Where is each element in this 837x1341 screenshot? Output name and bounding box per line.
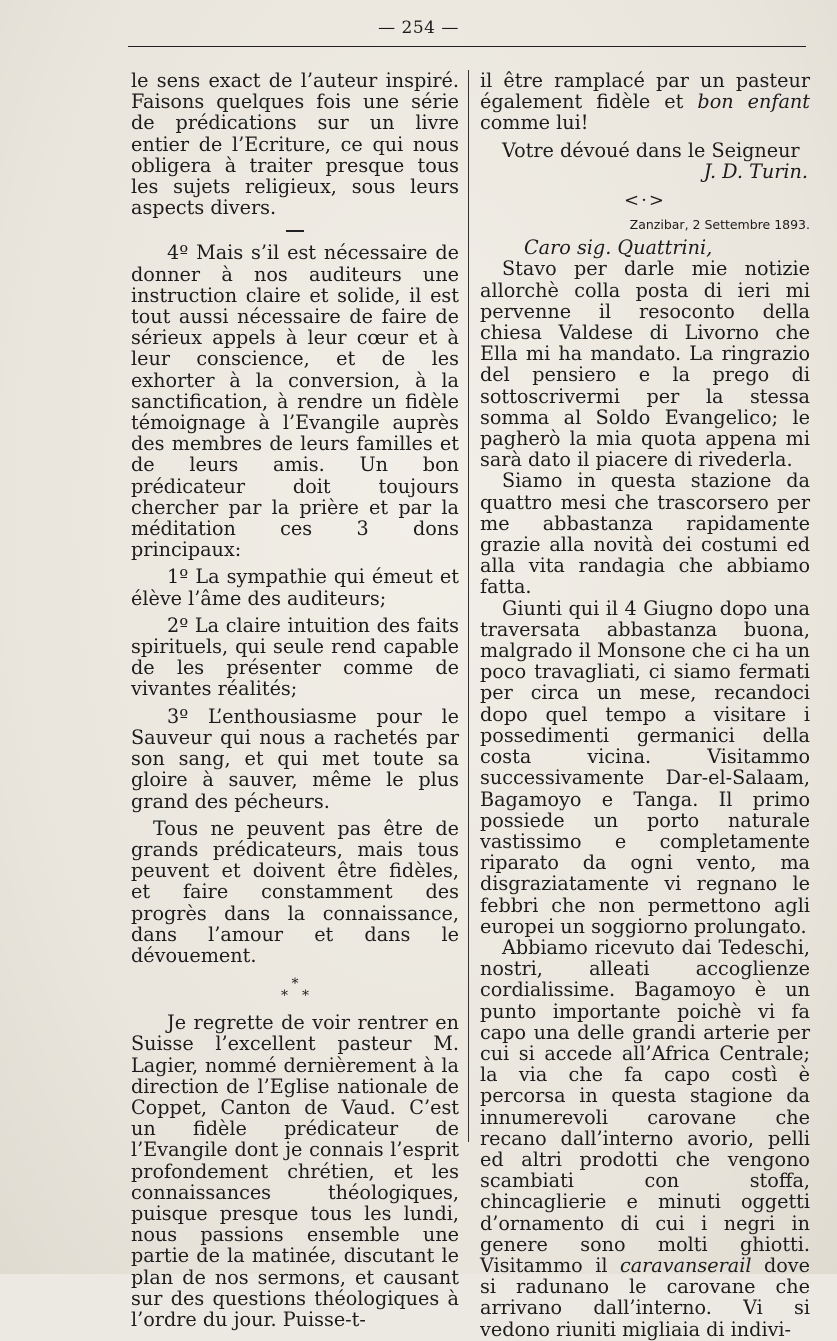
emphasis-bon-enfant: bon enfant bbox=[697, 90, 810, 114]
letter-signoff: Votre dévoué dans le Seigneur bbox=[502, 138, 800, 162]
paragraph-point-4: 4º Mais s’il est nécessaire de donner à nos auditeurs une instruction claire et solide, il est tout aussi nécessaire de faire de sérieux appels à leur cœur et à leur conscience, et de les exhorter à la conversion, à la sanctification, à rendre un fidèle témoignage à l’Evangile auprès des membres de leurs familles et de leurs amis. Un bon prédicateur doit toujours chercher par la prière et par la méditation ces 3 dons principaux: bbox=[131, 241, 459, 562]
paragraph-conclusion: Tous ne peuvent pas être de grands prédicateurs, mais tous peuvent et doivent être fidèles, et faire constamment des progrès dans la connaissance, dans l’amour et dans le dévouement. bbox=[131, 816, 459, 967]
text-segment: Abbiamo ricevuto dai Tedeschi, nostri, alleati accoglienze cordialissime. Bagamoyo è un punto importante poichè vi fa capo una delle grandi arterie per cui si accede all’Africa Centrale; la via che fa capo costì è percorsa in questa stagione da innumerevoli carovane che recano dall’interno avorio, pelli ed altri prodotti che vengono scambiati con stoffa, chincaglierie e minuti oggetti d’ornamento di cui i negri in genere sono molti ghiotti. Visitammo il bbox=[480, 935, 810, 1277]
paragraph-continuation: le sens exact de l’auteur inspiré. Faisons quelques fois une série de prédications sur un livre entier de l’Ecriture, ce qui nous obligera à traiter presque tous les sujets religieux, sous leurs aspects divers. bbox=[131, 69, 459, 220]
paragraph-stavo: Stavo per darle mie notizie allorchè colla posta di ieri mi pervenne il resoconto della chiesa Valdese di Livorno che Ella mi ha mandato. La ringrazio del pensiero e la prego di sottoscrivermi per la stessa somma al Soldo Evangelico; le pagherò la mia quota appena mi sarà dato il piacere di rivederla. bbox=[480, 257, 810, 472]
page-number: — 254 — bbox=[378, 18, 459, 38]
column-divider bbox=[468, 70, 469, 1142]
left-column bbox=[131, 70, 459, 1330]
asterism bbox=[131, 976, 459, 1005]
header-rule bbox=[128, 46, 806, 47]
letter-dateline: Zanzibar, 2 Settembre 1893. bbox=[629, 217, 810, 233]
letter-signature: J. D. Turin. bbox=[703, 159, 808, 183]
text-segment: comme lui! bbox=[480, 111, 589, 135]
ornament-divider: <·> bbox=[624, 190, 666, 212]
asterism-bottom: ** bbox=[281, 988, 323, 1005]
letter-salutation: Caro sig. Quattrini, bbox=[524, 236, 713, 260]
list-item-3: 3º L’enthousiasme pour le Sauveur qui nous a rachetés par son sang, et qui met toute sa gloire à sauver, même le plus grand des pécheurs. bbox=[131, 704, 459, 813]
right-column bbox=[480, 70, 810, 1340]
paragraph-lagier: Je regrette de voir rentrer en Suisse l’excellent pasteur M. Lagier, nommé dernièrement à la direction de l’Eglise nationale de Coppet, Canton de Vaud. C’est un fidèle prédicateur de l’Evangile dont je connais l’esprit profondement chrétien, et les connaissances théologiques, puisque presque tous les lundi, nous passions ensemble une partie de la matinée, discutant le plan de nos sermons, et causant sur des questions théologiques à l’ordre du jour. Puisse-t- bbox=[131, 1011, 459, 1331]
text-segment: il être ramplacé par un pasteur également fidèle et bbox=[480, 69, 810, 114]
paragraph-siamo: Siamo in questa stazione da quattro mesi che trascorsero per me abbastanza rapidamente grazie alla novità dei costumi ed alla vita randagia che abbiamo fatta. bbox=[480, 469, 810, 599]
emphasis-caravanserail: caravanserail bbox=[619, 1253, 752, 1277]
list-item-1: 1º La sympathie qui émeut et élève l’âme des auditeurs; bbox=[131, 565, 459, 610]
text-segment: dove si radunano le carovane che arrivano dall’interno. Vi si vedono riuniti migliaia di indivi- bbox=[480, 1253, 810, 1341]
asterism-top: * bbox=[291, 976, 299, 993]
paragraph-continuation-right bbox=[480, 70, 810, 134]
paragraph-abbiamo bbox=[480, 937, 810, 1340]
paragraph-giunti: Giunti qui il 4 Giugno dopo una traversata abbastanza buona, malgrado il Monsone che ci ha un poco travagliati, ci siamo fermati per circa un mese, recandoci dopo quel tempo a visitare i possedimenti germanici della costa vicina. Visitammo successivamente Dar-el-Salaam, Bagamoyo e Tanga. Il primo possiede un porto naturale vastissimo e completamente riparato da ogni vento, ma disgraziatamente vi regnano le febbri che non permettono agli europei un soggiorno prolungato. bbox=[480, 596, 810, 938]
list-item-2: 2º La claire intuition des faits spirituels, qui seule rend capable de les présenter comme de vivantes réalités; bbox=[131, 613, 459, 701]
section-dash bbox=[286, 230, 304, 232]
